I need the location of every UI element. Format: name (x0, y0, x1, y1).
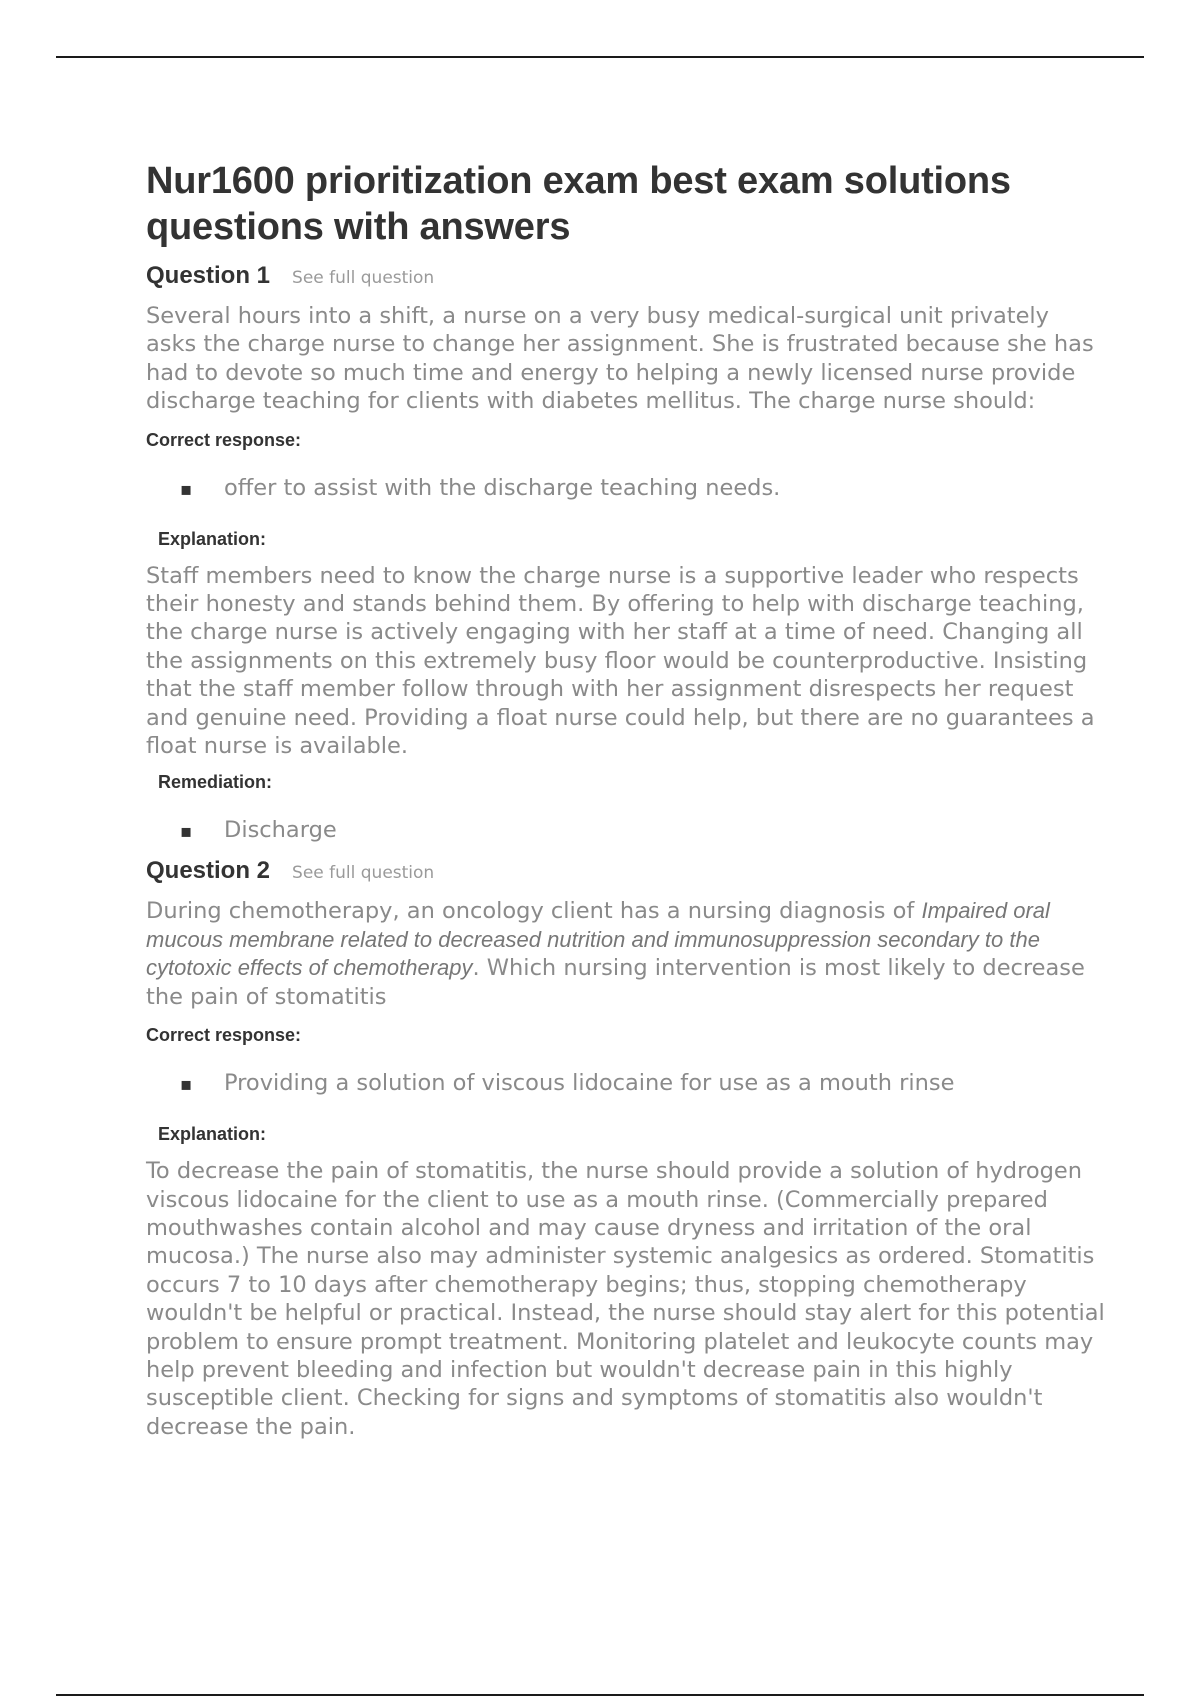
correct-response-label: Correct response: (146, 1025, 302, 1046)
explanation-text: Staff members need to know the charge nurse is a supportive leader who respects their honesty and stands behind them. By offering to help with discharge teaching, the charge nurse is actively engaging with her staff at a time of need. Changing all the assignments on this extremely busy floor would be counterproductive. Insisting that the staff member follow through with her assignment disrespects her request and genuine need. Providing a float nurse could help, but there are no guarantees a float nurse is available. (146, 562, 1095, 760)
question-label: Question 1 (146, 262, 271, 289)
question-text (146, 897, 1106, 1011)
nursing-diagnosis-text: Impaired oral mucous membrane related to decreased nutrition and immunosuppression secondary to the cytotoxic effects of chemotherapy (146, 898, 1050, 981)
correct-response-item (180, 475, 1106, 501)
bottom-rule (56, 1694, 1144, 1696)
remediation-item (180, 817, 1106, 843)
question-text-end: . Which nursing intervention is most likely to decrease the pain of stomatitis (146, 955, 1085, 1010)
document-title: Nur1600 prioritization exam best exam solutions questions with answers (146, 160, 1011, 248)
question-header (146, 262, 1106, 290)
see-full-question-link[interactable]: See full question (292, 268, 435, 288)
correct-response-text: Providing a solution of viscous lidocaine for use as a mouth rinse (224, 1070, 955, 1097)
correct-response-text: offer to assist with the discharge teaching needs. (224, 474, 781, 501)
explanation-label: Explanation: (158, 528, 267, 549)
bullet-icon: ▪ (180, 478, 193, 500)
remediation-label: Remediation: (158, 772, 273, 793)
question-block-2 (146, 857, 1106, 1441)
explanation-text: To decrease the pain of stomatitis, the nurse should provide a solution of hydrogen viscous lidocaine for the client to use as a mouth rinse. (Commercially prepared mouthwashes contain alcohol and may cause dryness and irritation of the oral mucosa.) The nurse also may administer systemic analgesics as ordered. Stomatitis occurs 7 to 10 days after chemotherapy begins; thus, stopping chemotherapy wouldn't be helpful or practical. Instead, the nurse should stay alert for this potential problem to ensure prompt treatment. Monitoring platelet and leukocyte counts may help prevent bleeding and infection but wouldn't decrease pain in this highly susceptible client. Checking for signs and symptoms of stomatitis also wouldn't decrease the pain. (146, 1158, 1105, 1440)
correct-response-item (180, 1070, 1106, 1096)
document-body (146, 158, 1106, 1441)
correct-response-label: Correct response: (146, 429, 302, 450)
remediation-text: Discharge (224, 817, 337, 844)
bullet-icon: ▪ (180, 1074, 193, 1096)
explanation-label: Explanation: (158, 1124, 267, 1145)
bullet-icon: ▪ (180, 821, 193, 843)
see-full-question-link[interactable]: See full question (292, 863, 435, 884)
question-label: Question 2 (146, 857, 271, 885)
question-block-1 (146, 262, 1106, 843)
top-rule (56, 56, 1144, 58)
question-text: Several hours into a shift, a nurse on a very busy medical-surgical unit privately asks the charge nurse to change her assignment. She is frustrated because she has had to devote so much time and energy to helping a newly licensed nurse provide discharge teaching for clients with diabetes mellitus. The charge nurse should: (146, 303, 1094, 415)
question-text-intro: During chemotherapy, an oncology client has a nursing diagnosis of (146, 898, 915, 925)
question-header (146, 857, 1106, 885)
